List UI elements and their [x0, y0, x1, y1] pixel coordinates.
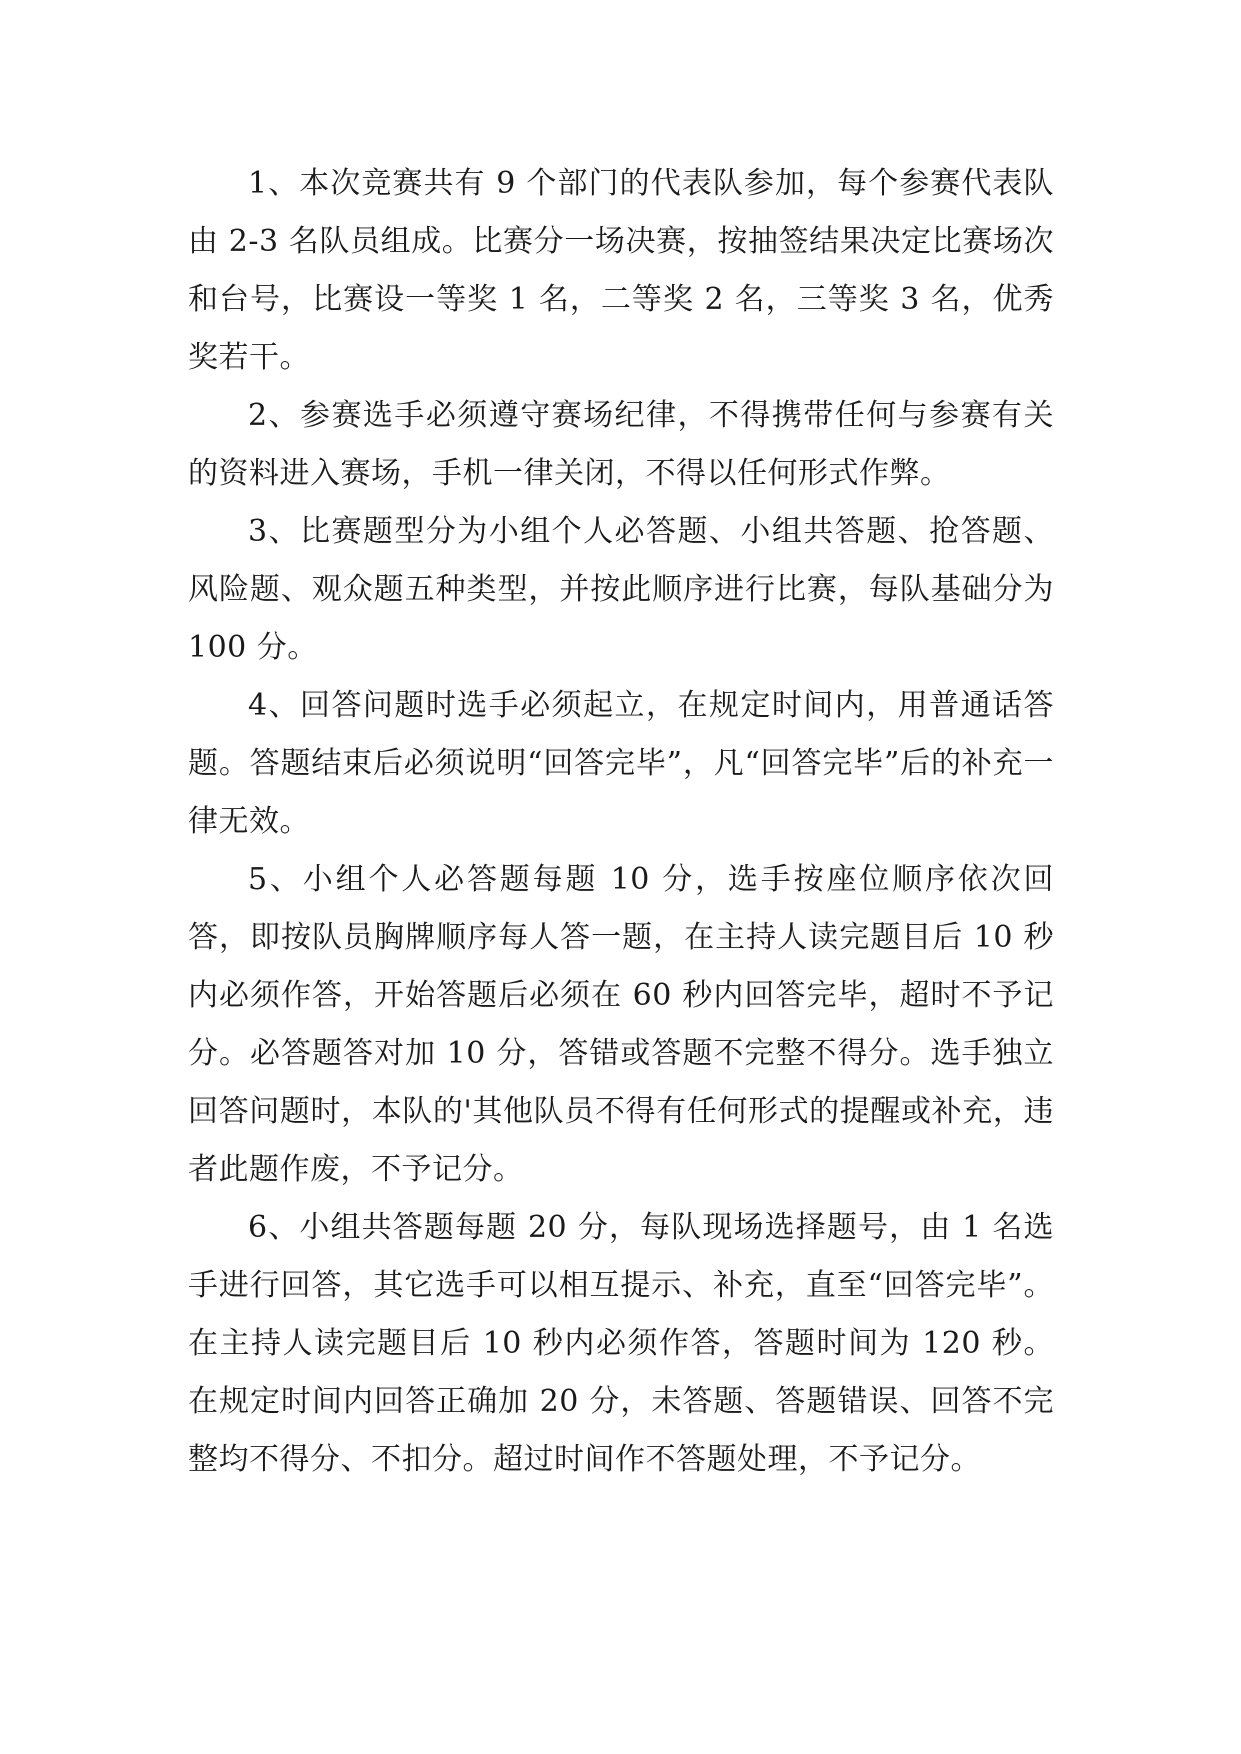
rule-paragraph-3: 3、比赛题型分为小组个人必答题、小组共答题、抢答题、风险题、观众题五种类型，并按此顺序进行比赛，每队基础分为 100 分。 [188, 514, 1054, 665]
rule-paragraph-1: 1、本次竞赛共有 9 个部门的代表队参加，每个参赛代表队由 2-3 名队员组成。比赛分一场决赛，按抽签结果决定比赛场次和台号，比赛设一等奖 1 名，二等奖 2 名，三等奖 3 名，优秀奖若干。 [188, 166, 1054, 375]
rule-paragraph-5: 5、小组个人必答题每题 10 分，选手按座位顺序依次回答，即按队员胸牌顺序每人答一题，在主持人读完题目后 10 秒内必须作答，开始答题后必须在 60 秒内回答完毕，超时不予记分。必答题答对加 10 分，答错或答题不完整不得分。选手独立回答问题时，本队的'其他队员不得有任何形式的提醒或补充，违者此题作废，不予记分。 [188, 862, 1054, 1187]
document-page [188, 155, 1054, 1489]
rule-paragraph-4: 4、回答问题时选手必须起立，在规定时间内，用普通话答题。答题结束后必须说明“回答完毕”，凡“回答完毕”后的补充一律无效。 [188, 688, 1054, 839]
rule-paragraph-2: 2、参赛选手必须遵守赛场纪律，不得携带任何与参赛有关的资料进入赛场，手机一律关闭，不得以任何形式作弊。 [188, 398, 1054, 491]
rule-paragraph-6: 6、小组共答题每题 20 分，每队现场选择题号，由 1 名选手进行回答，其它选手可以相互提示、补充，直至“回答完毕”。在主持人读完题目后 10 秒内必须作答，答题时间为 120 秒。在规定时间内回答正确加 20 分，未答题、答题错误、回答不完整均不得分、不扣分。超过时间作不答题处理，不予记分。 [188, 1210, 1054, 1477]
